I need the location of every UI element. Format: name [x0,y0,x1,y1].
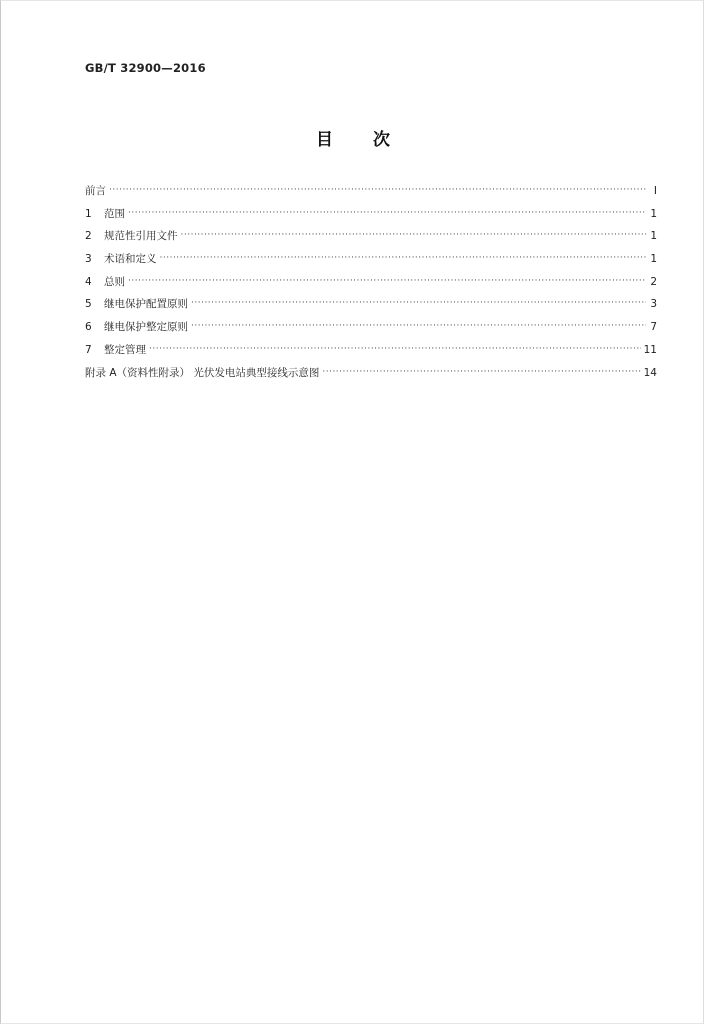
toc-entry-number: 7 [85,343,92,356]
toc-entry-label: 总则 [104,275,125,288]
toc-entry-label: 继电保护配置原则 [104,298,188,311]
toc-entry-label: 整定管理 [104,343,146,356]
toc-entry-label: 附录 A（资料性附录） 光伏发电站典型接线示意图 [85,366,320,379]
toc-entry-general[interactable] [85,274,657,297]
toc-entry-setting[interactable] [85,319,657,342]
toc-dot-leader [322,368,640,377]
toc-entry-number: 2 [85,230,92,243]
toc-dot-leader [160,254,647,263]
toc-entry-page: 1 [650,230,657,243]
toc-entry-page: 14 [643,366,657,379]
toc-entry-normative-references[interactable] [85,228,657,251]
toc-entry-configuration[interactable] [85,296,657,319]
toc-entry-page: Ⅰ [653,185,657,197]
toc-title [1,125,704,150]
toc-entry-label: 范围 [104,207,125,220]
toc-entry-management[interactable] [85,342,657,365]
toc-entry-number: 6 [85,321,92,334]
toc-entry-page: 7 [650,321,657,334]
toc-entry-page: 2 [650,275,657,288]
toc-title-char-1: 目 [316,130,333,150]
toc-entry-scope[interactable] [85,206,657,229]
toc-entry-page: 1 [650,253,657,266]
toc-entry-page: 3 [650,298,657,311]
toc-entry-page: 11 [643,343,657,356]
toc-entry-annex-a[interactable] [85,365,657,388]
toc-dot-leader [149,345,641,354]
toc-dot-leader [128,277,646,286]
toc-entry-number: 3 [85,253,92,266]
toc-entry-terms[interactable] [85,251,657,274]
toc-entry-label: 术语和定义 [104,253,157,266]
toc-dot-leader [191,299,646,308]
toc-title-char-2: 次 [373,130,390,150]
toc-dot-leader [109,186,646,195]
toc-dot-leader [128,209,646,218]
toc-dot-leader [191,322,646,331]
toc-entry-foreword[interactable] [85,183,657,206]
toc-entry-label: 规范性引用文件 [104,230,178,243]
toc-entry-number: 1 [85,207,92,220]
toc-entry-label: 继电保护整定原则 [104,321,188,334]
toc-entry-number: 4 [85,275,92,288]
toc-entry-label: 前言 [85,185,106,197]
toc-entry-page: 1 [650,207,657,220]
table-of-contents [85,183,657,387]
standard-code: GB/T 32900—2016 [85,61,206,75]
toc-dot-leader [181,231,647,240]
toc-entry-number: 5 [85,298,92,311]
